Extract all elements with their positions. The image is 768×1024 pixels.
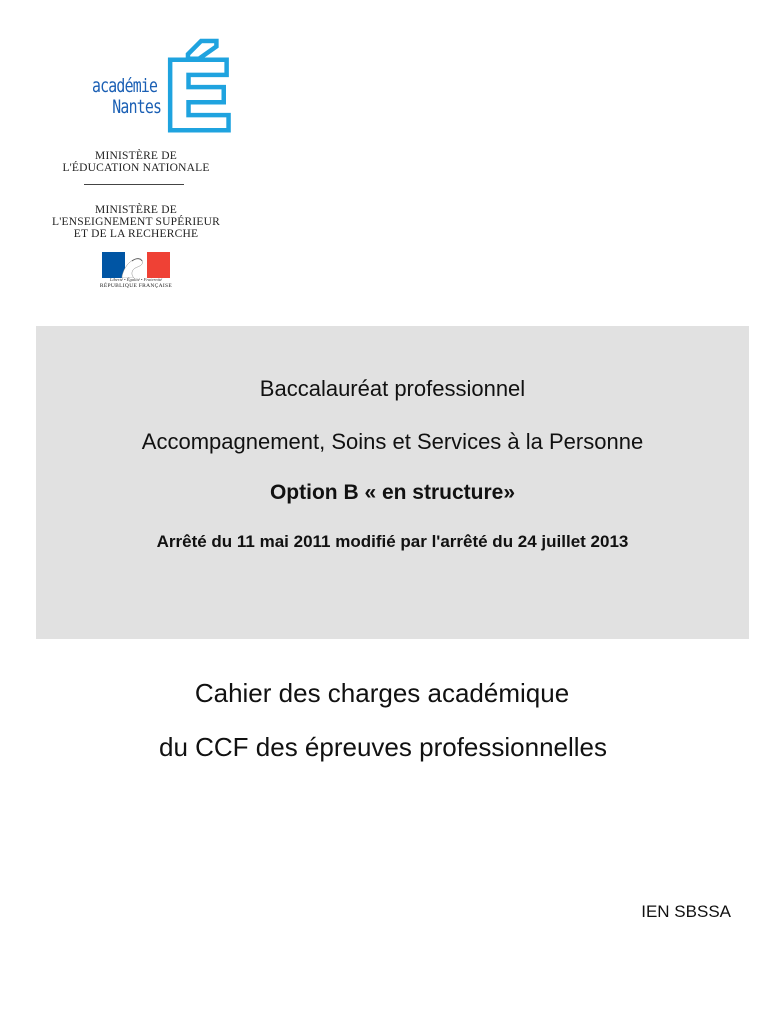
ministry-higher-line1: MINISTÈRE DE (95, 204, 177, 216)
republic-motto: Liberté • Égalité • Fraternité (109, 277, 163, 282)
ministry-higher-education (36, 204, 236, 240)
diploma-header-box (36, 326, 749, 639)
marianne-flag-icon (102, 252, 170, 278)
ministry-education-line2: L'ÉDUCATION NATIONALE (62, 162, 210, 174)
decree-reference: Arrêté du 11 mai 2011 modifié par l'arrêté du 24 juillet 2013 (156, 532, 629, 551)
academy-name (92, 76, 161, 118)
academy-logo-block (36, 36, 246, 296)
document-title-line2: du CCF des épreuves professionnelles (158, 732, 608, 762)
ministry-higher-line2: L'ENSEIGNEMENT SUPÉRIEUR (52, 216, 220, 228)
diploma-name: Baccalauréat professionnel (259, 376, 526, 401)
ministry-education-line1: MINISTÈRE DE (95, 150, 177, 162)
academy-e-logo: É (166, 42, 231, 149)
diploma-option: Option B « en structure» (269, 481, 516, 504)
diploma-specialty: Accompagnement, Soins et Services à la Personne (141, 429, 644, 454)
author-label: IEN SBSSA (641, 902, 731, 921)
academy-name-line1: académie (92, 75, 158, 97)
ministry-higher-line3: ET DE LA RECHERCHE (73, 228, 199, 240)
academy-name-line2: Nantes (112, 96, 162, 118)
document-title-line1: Cahier des charges académique (194, 678, 570, 708)
ministry-divider (84, 184, 184, 185)
republic-label: RÉPUBLIQUE FRANÇAISE (99, 283, 173, 289)
ministry-education (36, 150, 236, 174)
